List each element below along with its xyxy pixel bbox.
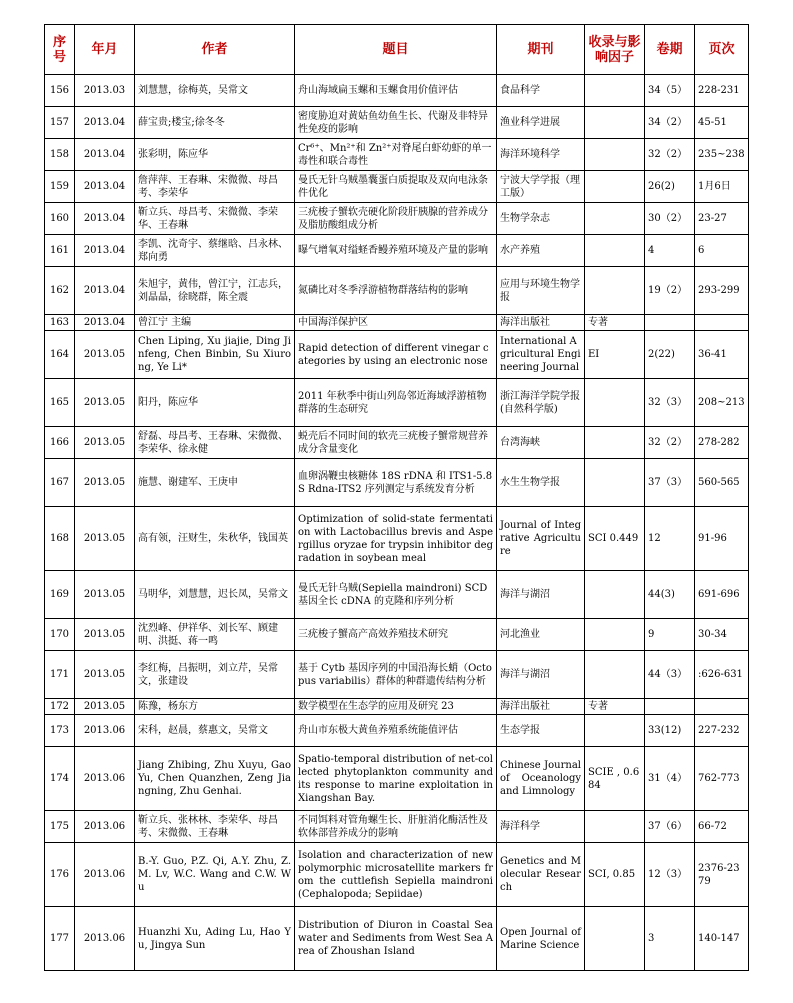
table-row [45,651,749,699]
cell-pages: 560-565 [695,459,749,507]
cell-volume: 44（3） [645,651,695,699]
cell-date: 2013.05 [75,699,135,715]
cell-date: 2013.05 [75,427,135,459]
cell-volume: 32（3） [645,379,695,427]
cell-index: 专著 [585,315,645,331]
cell-author: 舒磊、母昌考、王春琳、宋微微、李荣华、徐永健 [135,427,295,459]
header-title: 题目 [295,25,497,75]
cell-date: 2013.04 [75,235,135,267]
cell-pages: 6 [695,235,749,267]
cell-journal: 食品科学 [497,75,585,107]
table-row [45,747,749,811]
cell-volume: 19（2） [645,267,695,315]
cell-title: Isolation and characterization of new polymorphic microsatellite markers from the cuttlefish Sepiella maindroni (Cephalopoda; Sepiidae) [295,843,497,907]
cell-no: 161 [45,235,75,267]
cell-index [585,107,645,139]
header-no: 序号 [45,25,75,75]
cell-index [585,379,645,427]
cell-date: 2013.04 [75,171,135,203]
cell-date: 2013.04 [75,203,135,235]
cell-author: 阳丹，陈应华 [135,379,295,427]
cell-title: 蜕壳后不同时间的软壳三疣梭子蟹常规营养成分含量变化 [295,427,497,459]
cell-pages: 227-232 [695,715,749,747]
cell-author: 高有领，汪财生，朱秋华，钱国英 [135,507,295,571]
cell-volume: 34（2） [645,107,695,139]
header-pages: 页次 [695,25,749,75]
cell-no: 156 [45,75,75,107]
header-journal: 期刊 [497,25,585,75]
cell-title: 2011 年秋季中街山列岛邻近海域浮游植物群落的生态研究 [295,379,497,427]
cell-index [585,571,645,619]
publication-table [44,24,749,971]
cell-title: 曝气增氧对缢蛏香鳗养殖环境及产量的影响 [295,235,497,267]
cell-date: 2013.05 [75,571,135,619]
table-row [45,811,749,843]
cell-volume: 2(22) [645,331,695,379]
cell-index [585,811,645,843]
cell-no: 160 [45,203,75,235]
cell-no: 170 [45,619,75,651]
cell-pages: 91-96 [695,507,749,571]
table-row [45,699,749,715]
cell-title: 三疣梭子蟹软壳硬化阶段肝胰腺的营养成分及脂肪酸组成分析 [295,203,497,235]
cell-date: 2013.06 [75,747,135,811]
cell-volume: 26(2) [645,171,695,203]
cell-no: 165 [45,379,75,427]
cell-pages: 140-147 [695,907,749,971]
cell-title: 舟山海域扁玉螺和玉螺食用价值评估 [295,75,497,107]
table-row [45,619,749,651]
table-row [45,107,749,139]
cell-volume: 37（3） [645,459,695,507]
cell-pages: 208~213 [695,379,749,427]
cell-no: 173 [45,715,75,747]
cell-date: 2013.03 [75,75,135,107]
cell-pages: 278-282 [695,427,749,459]
cell-volume: 44(3) [645,571,695,619]
cell-volume: 3 [645,907,695,971]
table-row [45,907,749,971]
cell-volume [645,699,695,715]
cell-no: 164 [45,331,75,379]
cell-title: 血卵涡鞭虫核糖体 18S rDNA 和 ITS1-5.8S Rdna-ITS2 序列测定与系统发育分析 [295,459,497,507]
cell-index [585,651,645,699]
cell-journal: International Agricultural Engineering Journal [497,331,585,379]
cell-pages [695,699,749,715]
table-row [45,427,749,459]
cell-date: 2013.04 [75,139,135,171]
cell-journal: 海洋出版社 [497,699,585,715]
cell-date: 2013.05 [75,651,135,699]
cell-journal: Journal of Integrative Agriculture [497,507,585,571]
cell-index [585,715,645,747]
table-row [45,379,749,427]
table-row [45,235,749,267]
cell-journal: 水产养殖 [497,235,585,267]
table-row [45,171,749,203]
cell-title: 密度胁迫对黄姑鱼幼鱼生长、代谢及非特异性免疫的影响 [295,107,497,139]
cell-title: 基于 Cytb 基因序列的中国沿海长蛸（Octopus variabilis）群体的种群遗传结构分析 [295,651,497,699]
cell-index [585,139,645,171]
cell-no: 162 [45,267,75,315]
cell-date: 2013.06 [75,811,135,843]
table-row [45,139,749,171]
cell-volume: 37（6） [645,811,695,843]
cell-index: 专著 [585,699,645,715]
cell-author: 张彩明，陈应华 [135,139,295,171]
cell-journal: 生态学报 [497,715,585,747]
cell-pages: 762-773 [695,747,749,811]
cell-no: 158 [45,139,75,171]
cell-pages [695,315,749,331]
cell-no: 177 [45,907,75,971]
cell-journal: 宁波大学学报（理工版） [497,171,585,203]
header-date: 年月 [75,25,135,75]
cell-no: 166 [45,427,75,459]
cell-author: 陈豫，杨东方 [135,699,295,715]
cell-author: 靳立兵、张林林、李荣华、母昌考、宋微微、王春琳 [135,811,295,843]
cell-journal: 海洋科学 [497,811,585,843]
cell-pages: 1月6日 [695,171,749,203]
cell-index: SCI 0.449 [585,507,645,571]
table-row [45,459,749,507]
table-row [45,267,749,315]
cell-pages: 23-27 [695,203,749,235]
cell-no: 172 [45,699,75,715]
cell-volume: 32（2） [645,427,695,459]
cell-author: 曾江宁 主编 [135,315,295,331]
cell-pages: 691-696 [695,571,749,619]
cell-author: 詹萍萍、王春琳、宋微微、母昌考、李荣华 [135,171,295,203]
cell-journal: 渔业科学进展 [497,107,585,139]
cell-volume: 34（5） [645,75,695,107]
cell-author: 宋科，赵晨，蔡惠文，吴常文 [135,715,295,747]
cell-date: 2013.05 [75,507,135,571]
cell-journal: 水生生物学报 [497,459,585,507]
cell-author: 沈烈峰、伊祥华、刘长军、顾建明、洪挺、蒋一鸣 [135,619,295,651]
cell-date: 2013.04 [75,315,135,331]
cell-no: 167 [45,459,75,507]
cell-title: Spatio-temporal distribution of net-collected phytoplankton community and its response to marine exploitation in Xiangshan Bay. [295,747,497,811]
cell-author: B.-Y. Guo, P.Z. Qi, A.Y. Zhu, Z.M. Lv, W.C. Wang and C.W. Wu [135,843,295,907]
header-author: 作者 [135,25,295,75]
table-row [45,715,749,747]
cell-index: EI [585,331,645,379]
cell-journal: Open Journal of Marine Science [497,907,585,971]
cell-pages: 2376-2379 [695,843,749,907]
cell-index [585,171,645,203]
cell-title: 不同饵料对管角螺生长、肝脏消化酶活性及软体部营养成分的影响 [295,811,497,843]
cell-author: Chen Liping, Xu jiajie, Ding Jinfeng, Chen Binbin, Su Xiurong, Ye Li* [135,331,295,379]
cell-no: 175 [45,811,75,843]
cell-date: 2013.05 [75,619,135,651]
cell-index [585,427,645,459]
table-row [45,75,749,107]
cell-title: Cr⁶⁺、Mn²⁺和 Zn²⁺对脊尾白虾幼虾的单一毒性和联合毒性 [295,139,497,171]
cell-volume: 12 [645,507,695,571]
cell-journal: Genetics and Molecular Research [497,843,585,907]
cell-journal: 应用与环境生物学报 [497,267,585,315]
cell-no: 174 [45,747,75,811]
cell-author: Jiang Zhibing, Zhu Xuyu, Gao Yu, Chen Quanzhen, Zeng Jiangning, Zhu Genhai. [135,747,295,811]
cell-pages: 293-299 [695,267,749,315]
cell-author: 刘慧慧，徐梅英，吴常文 [135,75,295,107]
cell-volume: 33(12) [645,715,695,747]
table-row [45,571,749,619]
cell-no: 159 [45,171,75,203]
header-row [45,25,749,75]
cell-index [585,203,645,235]
cell-title: Distribution of Diuron in Coastal Seawater and Sediments from West Sea Area of Zhoushan Island [295,907,497,971]
cell-journal: 台湾海峡 [497,427,585,459]
cell-date: 2013.06 [75,907,135,971]
cell-pages: 66-72 [695,811,749,843]
cell-journal: 海洋与湖沼 [497,651,585,699]
cell-author: 马明华，刘慧慧，迟长凤，吴常文 [135,571,295,619]
cell-index: SCI, 0.85 [585,843,645,907]
cell-index [585,619,645,651]
cell-index [585,75,645,107]
cell-title: 中国海洋保护区 [295,315,497,331]
cell-date: 2013.05 [75,459,135,507]
cell-author: 施慧、谢建军、王庚申 [135,459,295,507]
cell-volume: 9 [645,619,695,651]
cell-title: 数学模型在生态学的应用及研究 23 [295,699,497,715]
cell-author: 靳立兵、母昌考、宋微微、李荣华、王春琳 [135,203,295,235]
cell-title: 舟山市东极大黄鱼养殖系统能值评估 [295,715,497,747]
cell-no: 171 [45,651,75,699]
cell-author: Huanzhi Xu, Ading Lu, Hao Yu, Jingya Sun [135,907,295,971]
table-row [45,203,749,235]
cell-volume: 30（2） [645,203,695,235]
cell-index [585,267,645,315]
cell-volume: 32（2） [645,139,695,171]
cell-journal: 海洋环境科学 [497,139,585,171]
cell-title: Optimization of solid-state fermentation with Lactobacillus brevis and Aspergillus oryzae for trypsin inhibitor degradation in soybean meal [295,507,497,571]
table-row [45,507,749,571]
cell-date: 2013.04 [75,267,135,315]
cell-author: 薛宝贵;楼宝;徐冬冬 [135,107,295,139]
cell-journal: 海洋出版社 [497,315,585,331]
table-row [45,315,749,331]
cell-pages: 228-231 [695,75,749,107]
table-row [45,843,749,907]
cell-pages: 235~238 [695,139,749,171]
cell-index [585,235,645,267]
cell-date: 2013.05 [75,331,135,379]
cell-volume: 12（3） [645,843,695,907]
cell-index [585,907,645,971]
header-index: 收录与影响因子 [585,25,645,75]
cell-title: 氮磷比对冬季浮游植物群落结构的影响 [295,267,497,315]
cell-pages: :626-631 [695,651,749,699]
cell-volume: 4 [645,235,695,267]
cell-journal: 浙江海洋学院学报(自然科学版) [497,379,585,427]
cell-no: 168 [45,507,75,571]
cell-title: 曼氏无针乌贼(Sepiella maindroni) SCD 基因全长 cDNA 的克隆和序列分析 [295,571,497,619]
cell-no: 169 [45,571,75,619]
cell-date: 2013.06 [75,715,135,747]
cell-date: 2013.05 [75,379,135,427]
cell-date: 2013.06 [75,843,135,907]
cell-author: 朱旭宇，黄伟，曾江宁，江志兵，刘晶晶，徐晓群，陈全震 [135,267,295,315]
cell-no: 176 [45,843,75,907]
cell-author: 李凯、沈奇宇、蔡继晗、吕永林、郑向勇 [135,235,295,267]
cell-date: 2013.04 [75,107,135,139]
cell-journal: 海洋与湖沼 [497,571,585,619]
cell-author: 李红梅，吕振明，刘立芹，吴常文，张建设 [135,651,295,699]
cell-volume: 31（4） [645,747,695,811]
cell-index [585,459,645,507]
cell-title: 曼氏无针乌贼墨囊蛋白质提取及双向电泳条件优化 [295,171,497,203]
cell-volume [645,315,695,331]
cell-title: 三疣梭子蟹高产高效养殖技术研究 [295,619,497,651]
cell-no: 163 [45,315,75,331]
cell-pages: 45-51 [695,107,749,139]
header-volume: 卷期 [645,25,695,75]
cell-title: Rapid detection of different vinegar categories by using an electronic nose [295,331,497,379]
cell-journal: 河北渔业 [497,619,585,651]
cell-journal: 生物学杂志 [497,203,585,235]
table-row [45,331,749,379]
cell-index: SCIE , 0.684 [585,747,645,811]
cell-journal: Chinese Journal of Oceanology and Limnology [497,747,585,811]
cell-pages: 36-41 [695,331,749,379]
cell-pages: 30-34 [695,619,749,651]
cell-no: 157 [45,107,75,139]
